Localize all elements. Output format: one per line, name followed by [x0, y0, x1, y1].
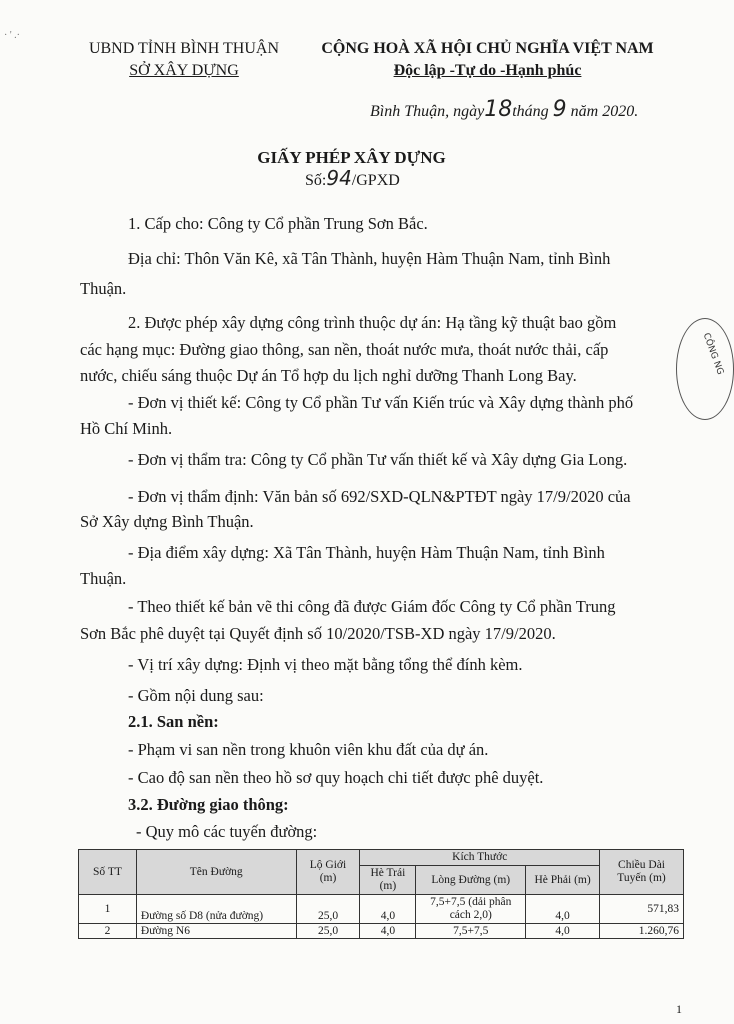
date-prefix: Bình Thuận, ngày: [370, 103, 485, 120]
permit-number-value: 94: [326, 166, 352, 190]
cell-hetrai: 4,0: [360, 895, 416, 924]
date-month: 9: [552, 97, 567, 122]
issue-date: [370, 97, 638, 122]
cell-chieudai: 1.260,76: [600, 924, 684, 939]
col-name-header: Tên Đường: [136, 850, 296, 895]
col-longduong-header: Lòng Đường (m): [416, 866, 526, 895]
leveling-scope-line: - Phạm vi san nền trong khuôn viên khu đất của dự án.: [128, 740, 489, 759]
grantee-line: 1. Cấp cho: Công ty Cổ phần Trung Sơn Bắc.: [128, 214, 428, 233]
page-number: 1: [676, 1002, 682, 1016]
designer-line-2: Hồ Chí Minh.: [80, 419, 173, 438]
cell-hephai: 4,0: [526, 895, 600, 924]
cell-longduong: 7,5+7,5: [416, 924, 526, 939]
col-logioi-header: Lộ Giới (m): [296, 850, 360, 895]
department-name: [84, 62, 284, 80]
contents-intro: - Gồm nội dung sau:: [128, 686, 264, 705]
cell-hetrai: 4,0: [360, 924, 416, 939]
cell-stt: 2: [79, 924, 137, 939]
address-line-2: Thuận.: [80, 279, 127, 298]
motto-text: Độc lập -Tự do -Hạnh phúc: [393, 62, 582, 79]
cell-name: Đường N6: [136, 924, 296, 939]
col-kichthuoc-header: Kích Thước: [360, 850, 600, 866]
location-line-1: - Địa điểm xây dựng: Xã Tân Thành, huyện Hàm Thuận Nam, tỉnh Bình: [128, 543, 605, 562]
stamp-text: CÔNG NG: [700, 331, 725, 377]
scan-specks: · ' .·: [4, 30, 20, 41]
department-label: SỞ XÂY DỰNG: [129, 62, 239, 79]
seal-stamp: [676, 318, 734, 420]
cell-name: Đường số D8 (nửa đường): [136, 895, 296, 924]
permit-number-suffix: /GPXD: [351, 172, 400, 189]
site-position-line: - Vị trí xây dựng: Định vị theo mặt bằng tổng thể đính kèm.: [128, 655, 523, 674]
document-title: GIẤY PHÉP XÂY DỰNG: [257, 148, 446, 167]
national-motto: [300, 62, 675, 80]
date-mid: tháng: [512, 103, 549, 120]
cell-longduong: 7,5+7,5 (dải phân cách 2,0): [416, 895, 526, 924]
location-line-2: Thuận.: [80, 569, 127, 588]
cell-stt: 1: [79, 895, 137, 924]
appraiser-line-1: - Đơn vị thẩm định: Văn bản số 692/SXD-QLN&PTĐT ngày 17/9/2020 của: [128, 487, 631, 506]
date-day: 18: [484, 97, 513, 122]
appraiser-line-2: Sở Xây dựng Bình Thuận.: [80, 512, 254, 531]
agency-name: UBND TỈNH BÌNH THUẬN: [88, 40, 280, 57]
leveling-elevation-line: - Cao độ san nền theo hồ sơ quy hoạch chi tiết được phê duyệt.: [128, 768, 544, 787]
col-hephai-header: Hè Phải (m): [526, 866, 600, 895]
designer-line-1: - Đơn vị thiết kế: Công ty Cổ phần Tư vấn Kiến trúc và Xây dựng thành phố: [128, 393, 634, 412]
national-title: CỘNG HOÀ XÃ HỘI CHỦ NGHĨA VIỆT NAM: [321, 40, 654, 57]
permit-number: [305, 166, 400, 190]
cell-logioi: 25,0: [296, 924, 360, 939]
permitted-line-3: nước, chiếu sáng thuộc Dự án Tổ hợp du lịch nghỉ dưỡng Thanh Long Bay.: [80, 366, 577, 385]
permitted-line-1: 2. Được phép xây dựng công trình thuộc dự án: Hạ tầng kỹ thuật bao gồm: [128, 313, 617, 332]
col-hetrai-header: Hè Trái (m): [360, 866, 416, 895]
design-approval-line-1: - Theo thiết kế bản vẽ thi công đã được Giám đốc Công ty Cổ phần Trung: [128, 597, 616, 616]
cell-hephai: 4,0: [526, 924, 600, 939]
table-row: [79, 924, 684, 939]
col-stt-header: Số TT: [79, 850, 137, 895]
col-chieudai-header: Chiều Dài Tuyến (m): [600, 850, 684, 895]
road-scale-intro: - Quy mô các tuyến đường:: [136, 822, 318, 841]
address-line-1: Địa chỉ: Thôn Văn Kê, xã Tân Thành, huyện Hàm Thuận Nam, tỉnh Bình: [128, 249, 611, 268]
road-table: [78, 849, 684, 939]
section-2-1-heading: 2.1. San nền:: [128, 712, 219, 731]
date-suffix: năm 2020.: [570, 103, 639, 120]
cell-chieudai: 571,83: [600, 895, 684, 924]
section-3-2-heading: 3.2. Đường giao thông:: [128, 795, 289, 814]
table-row: [79, 895, 684, 924]
permitted-line-2: các hạng mục: Đường giao thông, san nền, thoát nước mưa, thoát nước thải, cấp: [80, 340, 609, 359]
verifier-line: - Đơn vị thẩm tra: Công ty Cổ phần Tư vấn thiết kế và Xây dựng Gia Long.: [128, 450, 628, 469]
cell-logioi: 25,0: [296, 895, 360, 924]
design-approval-line-2: Sơn Bắc phê duyệt tại Quyết định số 10/2020/TSB-XD ngày 17/9/2020.: [80, 624, 556, 643]
permit-number-prefix: Số:: [305, 172, 327, 189]
